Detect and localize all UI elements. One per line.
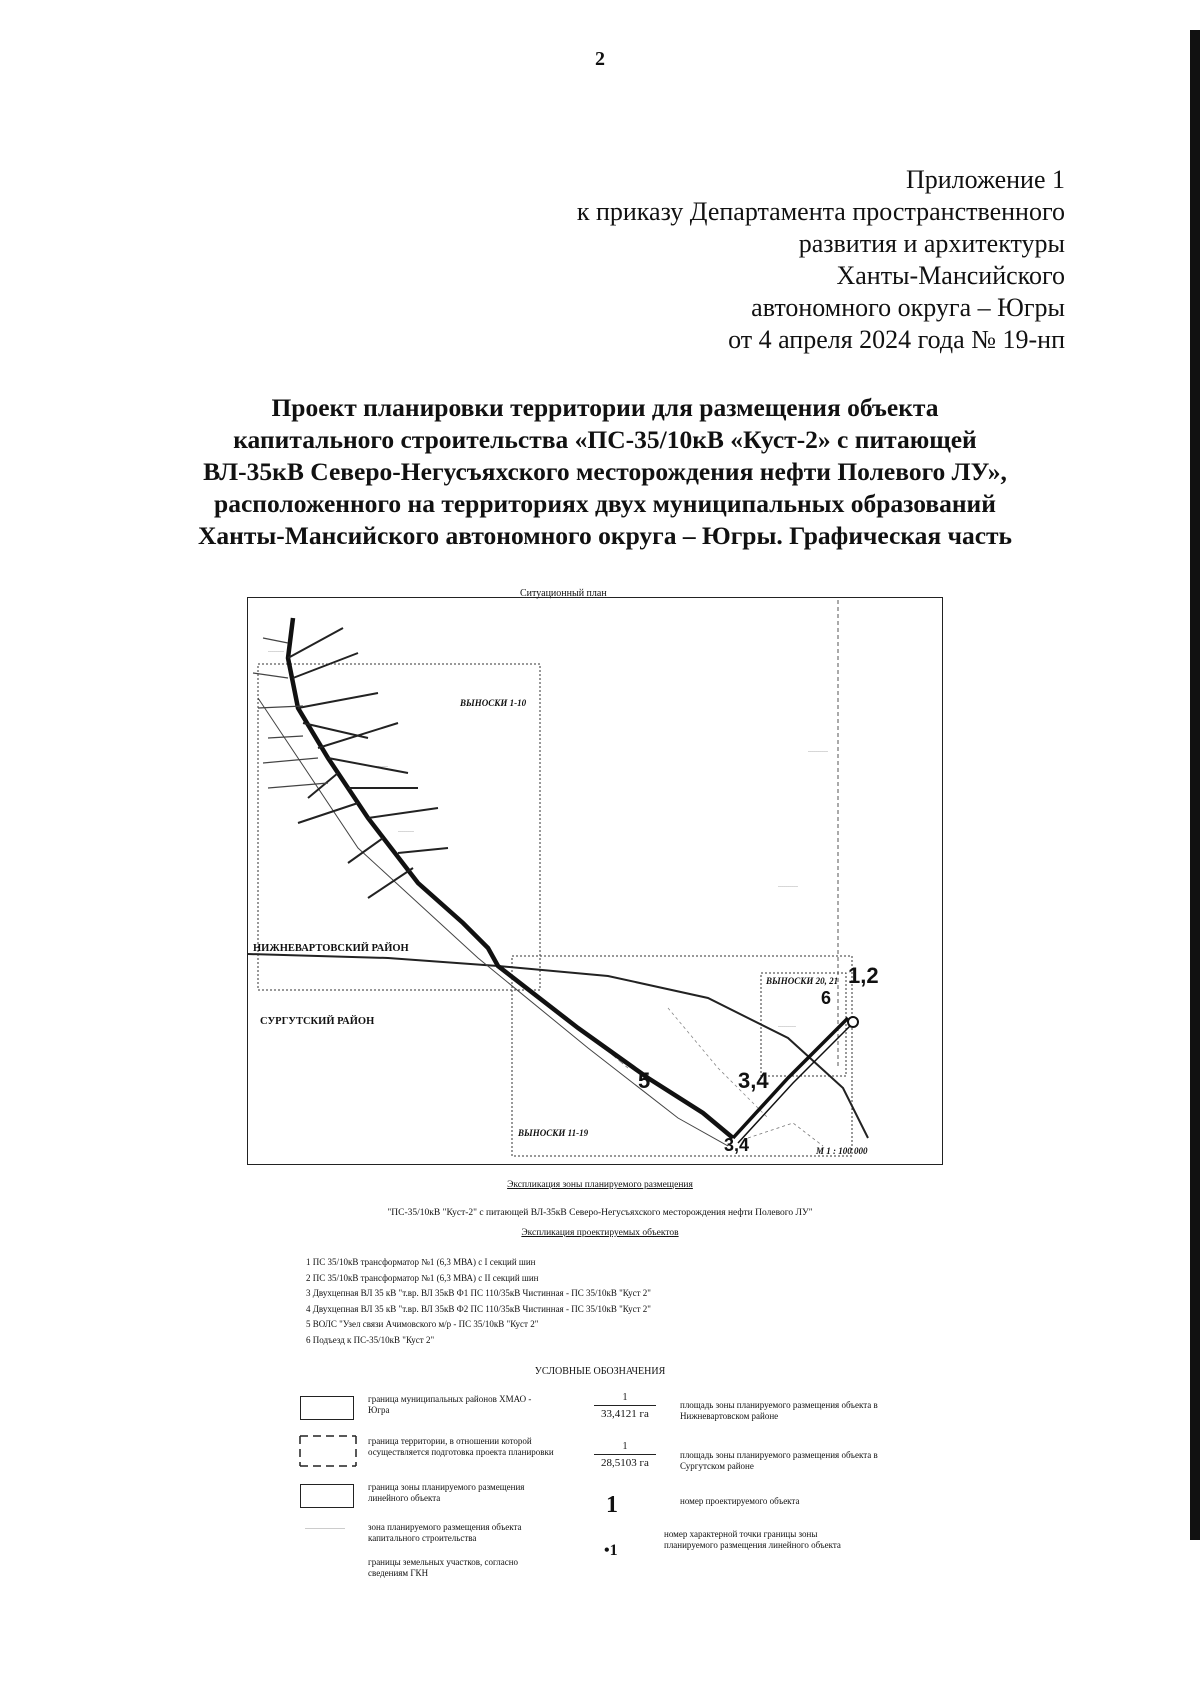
object-number-6: 6 xyxy=(821,988,832,1008)
object-item: 5 ВОЛС "Узел связи Ачимовского м/р - ПС 35/10кВ "Куст 2" xyxy=(306,1319,539,1329)
inset-label-11-19: ВЫНОСКИ 11-19 xyxy=(518,1128,589,1138)
legend-area-nv-fraction-line xyxy=(594,1405,656,1406)
map-caption: Ситуационный план xyxy=(520,588,607,599)
explication-objects-title: Экспликация проектируемых объектов xyxy=(521,1228,679,1238)
object-number-1-2: 1,2 xyxy=(848,963,879,988)
map-drawing xyxy=(248,598,941,1163)
legend-symbol-capital-zone xyxy=(305,1528,345,1529)
legend-text-capital-zone: зона планируемого размещения объекта капитального строительства xyxy=(368,1522,522,1543)
map-small-label: ········ xyxy=(398,829,414,835)
main-corridor xyxy=(288,618,733,1138)
legend-text-district-border: граница муниципальных районов ХМАО - Югра xyxy=(368,1394,532,1415)
appendix-line: Приложение 1 xyxy=(905,165,1065,194)
title-line: Ханты-Мансийского автономного округа – Югры. Графическая часть xyxy=(197,521,1013,550)
legend-text-land-plots: границы земельных участков, согласно сведениям ГКН xyxy=(368,1557,519,1578)
appendix-line: от 4 апреля 2024 года № 19-нп xyxy=(728,325,1065,354)
explication-zone-title: Экспликация зоны планируемого размещения xyxy=(507,1180,693,1190)
object-name: "ПС-35/10кВ "Куст-2" с питающей ВЛ-35кВ Северо-Негусъяхского месторождения нефти Полевого ЛУ" xyxy=(387,1208,813,1218)
object-item: 2 ПС 35/10кВ трансформатор №1 (6,3 МВА) с II секций шин xyxy=(306,1272,539,1283)
road-line xyxy=(258,698,728,1146)
object-number-5: 5 xyxy=(638,1068,651,1093)
legend-text-zone-border: граница зоны планируемого размещения линейного объекта xyxy=(368,1482,525,1503)
legend-object-number-text: номер проектируемого объекта xyxy=(680,1496,800,1506)
substation-point xyxy=(848,1017,858,1027)
inset-frame-11-19 xyxy=(512,956,852,1156)
appendix-line: Ханты-Мансийского xyxy=(836,261,1065,290)
map-scale: М 1 : 100 000 xyxy=(816,1146,868,1156)
page-number: 2 xyxy=(595,48,605,70)
inset-label-20-21: ВЫНОСКИ 20, 21 xyxy=(766,976,839,986)
legend-area-nv-value: 33,4121 га xyxy=(601,1408,649,1420)
legend-symbol-territory-border xyxy=(298,1432,358,1470)
object-number-3-4: 3,4 xyxy=(738,1068,769,1093)
map-small-label: ········ xyxy=(268,649,284,655)
appendix-line: развития и архитектуры xyxy=(798,229,1065,258)
legend-area-sg-num: 1 xyxy=(622,1441,628,1452)
objects-list xyxy=(306,1255,651,1348)
document-title xyxy=(140,392,1070,552)
object-item: 3 Двухцепная ВЛ 35 кВ "т.вр. ВЛ 35кВ Ф1 ПС 110/35кВ Чистинная - ПС 35/10кВ "Куст 2" xyxy=(306,1288,651,1298)
legend-text-territory-border: граница территории, в отношении которой осуществляется подготовка проекта планировки xyxy=(368,1436,554,1457)
map-small-label: ········· xyxy=(778,1024,796,1030)
region-surgut: СУРГУТСКИЙ РАЙОН xyxy=(260,1016,375,1027)
object-item: 1 ПС 35/10кВ трансформатор №1 (6,3 МВА) с I секций шин xyxy=(306,1257,536,1267)
legend-symbol-zone-border xyxy=(300,1484,354,1508)
legend-object-number-symbol: 1 xyxy=(606,1492,618,1518)
legend-area-nv-text: площадь зоны планируемого размещения объекта в Нижневартовском районе xyxy=(680,1400,878,1421)
appendix-line: к приказу Департамента пространственного xyxy=(576,197,1065,226)
title-line: Проект планировки территории для размещения объекта xyxy=(271,393,939,422)
region-nizhnevartovsk: НИЖНЕВАРТОВСКИЙ РАЙОН xyxy=(253,943,409,954)
map-small-label: ·········· xyxy=(778,884,798,890)
title-line: ВЛ-35кВ Северо-Негусъяхского месторождения нефти Полевого ЛУ», xyxy=(203,457,1007,486)
title-line: расположенного на территориях двух муниципальных образований xyxy=(214,489,996,518)
map-small-label: ·········· xyxy=(808,749,828,755)
object-item: 6 Подъезд к ПС-35/10кВ "Куст 2" xyxy=(306,1334,435,1345)
legend-symbol-district-border xyxy=(300,1396,354,1420)
road-line xyxy=(748,1123,823,1146)
object-item: 4 Двухцепная ВЛ 35 кВ "т.вр. ВЛ 35кВ Ф2 ПС 110/35кВ Чистинная - ПС 35/10кВ "Куст 2" xyxy=(306,1303,651,1314)
situation-plan-map xyxy=(247,597,943,1165)
legend-area-sg-fraction-line xyxy=(594,1454,656,1455)
appendix-header xyxy=(577,164,1065,356)
legend-point-text: номер характерной точки границы зоны планируемого размещения линейного объекта xyxy=(664,1529,841,1550)
map-small-label: ·········· xyxy=(368,764,388,770)
legend-area-nv-num: 1 xyxy=(622,1392,628,1403)
appendix-line: автономного округа – Югры xyxy=(751,293,1065,322)
object-number-3-4-bottom: 3,4 xyxy=(724,1135,750,1155)
legend-point-symbol: •1 xyxy=(604,1542,618,1559)
scan-edge-shadow xyxy=(1190,30,1200,1540)
inset-label-1-10: ВЫНОСКИ 1-10 xyxy=(460,698,527,708)
legend-area-sg-value: 28,5103 га xyxy=(601,1457,649,1469)
title-line: капитального строительства «ПС-35/10кВ «Куст-2» с питающей xyxy=(233,425,977,454)
legend-area-sg-text: площадь зоны планируемого размещения объекта в Сургутском районе xyxy=(680,1450,878,1471)
legend-title: УСЛОВНЫЕ ОБОЗНАЧЕНИЯ xyxy=(534,1366,666,1377)
